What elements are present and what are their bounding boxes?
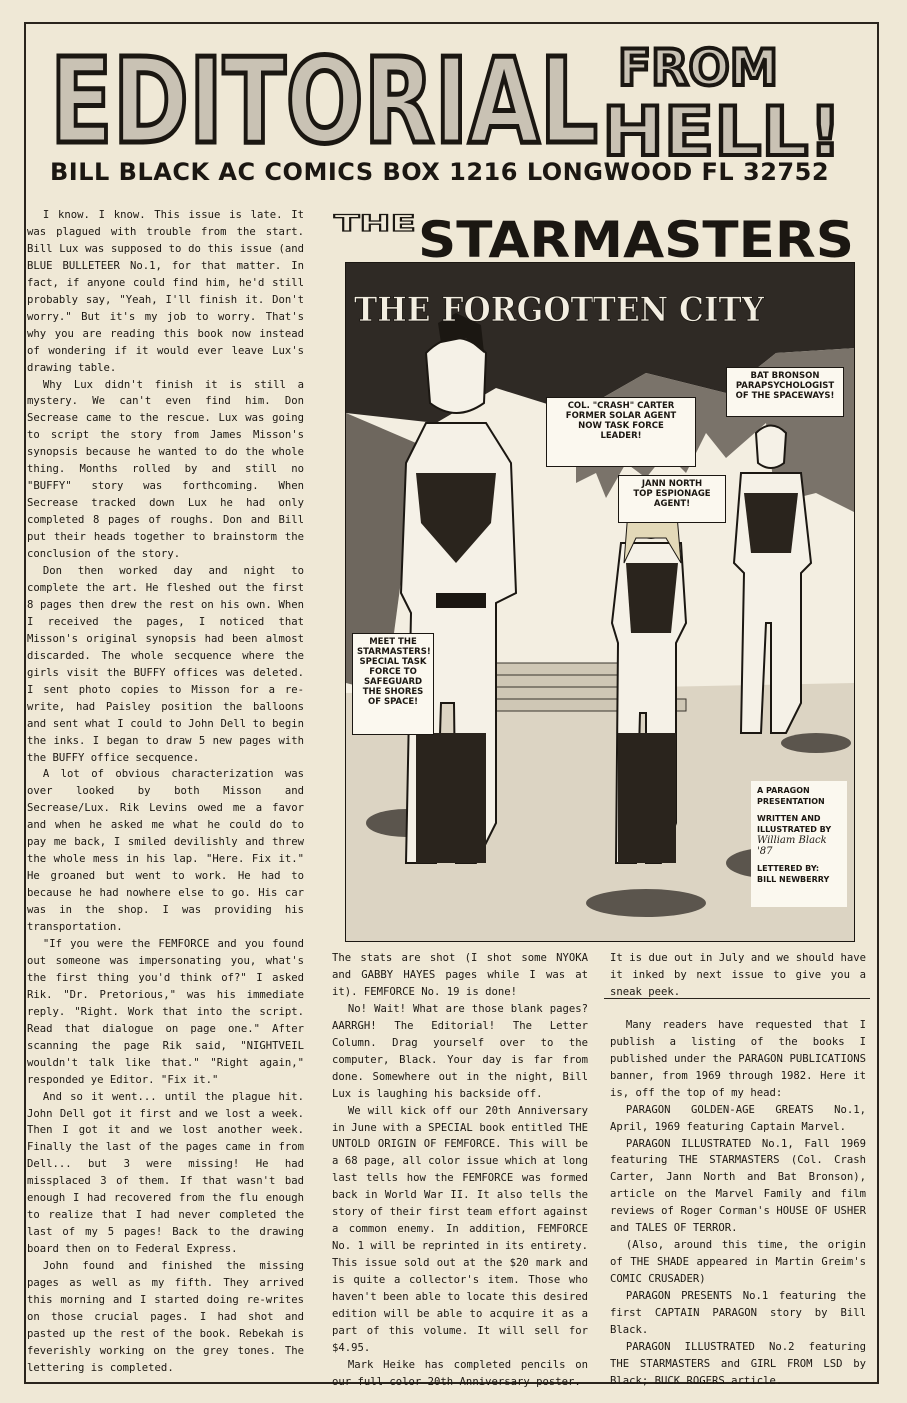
title-hell: HELL! bbox=[602, 93, 842, 160]
paragraph: Why Lux didn't finish it is still a mystery. We can't even find him. Don Secrease came to the rescue. Lux was going to script the story from James Misson's synopsis because he wanted to do the whole thing. Months rolled by and still no "BUFFY" story was forthcoming. When Secrease tracked down Lux he had only completed 8 pages of roughs. Don and Bill put their heads together to brainstorm the conclusion of the story. bbox=[27, 378, 304, 561]
credits-box bbox=[751, 781, 847, 907]
caption-line: BAT BRONSON bbox=[750, 371, 820, 381]
title-from: FROM bbox=[618, 40, 778, 97]
paragraph: And so it went... until the plague hit. John Dell got it first and we lost a week. Then I got it and we lost another week. Finally the last of the pages came in from Dell... but 3 were missing! He had missplaced 3 of them. If that wasn't bad enough I had recovered from the flu enough to realize that I had never completed the last of my 5 pages! Back to the drawing board then on to Federal Express. bbox=[27, 1090, 304, 1256]
caption-line: OF THE SPACEWAYS! bbox=[735, 391, 835, 401]
caption-crash-carter bbox=[546, 397, 696, 467]
paragraph: PARAGON PRESENTS No.1 featuring the first CAPTAIN PARAGON story by Bill Black. bbox=[610, 1290, 866, 1337]
from-hell-title bbox=[598, 40, 848, 160]
paragraph: PARAGON ILLUSTRATED No.1, Fall 1969 featuring THE STARMASTERS (Col. Crash Carter, Jann North and Bat Bronson), article on the Marvel Family and film reviews of Roger Corman's HOUSE OF USHER and TALES OF TERROR. bbox=[610, 1137, 866, 1235]
credits-line: PRESENTATION bbox=[757, 797, 825, 806]
paragraph: Many readers have requested that I publish a listing of the books I published under the PARAGON PUBLICATIONS banner, from 1969 through 1982. Here it is, off the top of my head: bbox=[610, 1018, 866, 1099]
caption-meet-starmasters bbox=[352, 633, 434, 735]
credits-line: WRITTEN AND bbox=[757, 814, 821, 823]
paragraph: PARAGON ILLUSTRATED No.2 featuring THE STARMASTERS and GIRL FROM LSD by Black; BUCK ROGERS article. bbox=[610, 1340, 866, 1387]
editorial-column-2 bbox=[332, 950, 588, 1391]
paragraph: John found and finished the missing pages as well as my fifth. They arrived this morning and I started doing re-writes on those crucial pages. I had shot and pasted up the rest of the book. Rebekah is feverishly working on the grey tones. The lettering is completed. bbox=[27, 1260, 304, 1374]
story-title bbox=[354, 277, 774, 337]
publisher-address: BILL BLACK AC COMICS BOX 1216 LONGWOOD FL 32752 bbox=[50, 158, 830, 186]
paragraph: I know. I know. This issue is late. It was plagued with trouble from the start. Bill Lux was supposed to do this issue (and BLUE BULLETEER No.1, for that matter. In fact, if anyone could find him, he'd still probably say, "Yeah, I'll finish it. Don't worry." But it's my job to worry. That's why you are reading this book now instead of wondering if it would ever leave Lux's drawing table. bbox=[27, 209, 304, 374]
story-title-text: THE FORGOTTEN CITY bbox=[354, 290, 765, 330]
paragraph: It is due out in July and we should have it inked by next issue to give you a sneak peek. bbox=[610, 952, 866, 998]
caption-line: THE SHORES bbox=[362, 687, 424, 697]
comic-illustration bbox=[345, 262, 855, 942]
caption-line: JANN NORTH bbox=[641, 479, 703, 489]
caption-line: TOP ESPIONAGE bbox=[633, 489, 711, 499]
credits-line: ILLUSTRATED BY bbox=[757, 825, 832, 834]
credits-line: LETTERED BY: bbox=[757, 864, 820, 873]
paragraph: (Also, around this time, the origin of THE SHADE appeared in Martin Greim's COMIC CRUSADER) bbox=[610, 1239, 866, 1286]
caption-line: NOW TASK FORCE bbox=[578, 421, 664, 431]
starmasters-logo bbox=[332, 207, 857, 262]
paragraph: PARAGON GOLDEN-AGE GREATS No.1, April, 1969 featuring Captain Marvel. bbox=[610, 1103, 866, 1133]
column-divider bbox=[604, 998, 870, 999]
editorial-title bbox=[44, 30, 604, 160]
caption-line: SPECIAL TASK bbox=[359, 657, 427, 667]
caption-line: PARAPSYCHOLOGIST bbox=[735, 381, 835, 391]
caption-line: OF SPACE! bbox=[367, 697, 419, 707]
credits-line: BILL NEWBERRY bbox=[757, 875, 830, 884]
paragraph: No! Wait! What are those blank pages? AARRGH! The Editorial! The Letter Column. Drag yourself over to the computer, Black. Your day is far from done. Somewhere out in the night, Bill Lux is laughing his backside off. bbox=[332, 1002, 588, 1100]
caption-line: SAFEGUARD bbox=[363, 677, 423, 687]
logo-the: THE bbox=[334, 212, 416, 237]
title-main: EDITORIAL bbox=[50, 32, 598, 160]
paragraph: "If you were the FEMFORCE and you found out someone was impersonating you, what's the first thing you'd think of?" I asked Rik. "Dr. Pretorious," was his immediate reply. "Right. Work that into the script. Read that dialogue on page one." After scanning the page Rik said, "NIGHTVEIL wouldn't talk like that." "Right again," responded ye Editor. "Fix it." bbox=[27, 937, 304, 1086]
caption-line: FORCE TO bbox=[369, 667, 417, 677]
caption-line: AGENT! bbox=[653, 499, 691, 509]
caption-line: LEADER! bbox=[600, 431, 642, 441]
editorial-column-1 bbox=[27, 207, 304, 1377]
paragraph: A lot of obvious characterization was over looked by both Misson and Secrease/Lux. Rik Levins owed me a favor and when he asked me what he could do to pay me back, I smiled devilishly and threw the whole mess in his lap. "Here. Fix it." He groaned but went to work. He had to because he had nowhere else to go. His car was in the shop. I was providing his transportation. bbox=[27, 768, 304, 934]
paragraph: We will kick off our 20th Anniversary in June with a SPECIAL book entitled THE UNTOLD ORIGIN OF FEMFORCE. This will be a 68 page, all color issue which at long last tells how the FEMFORCE was formed back in World War II. It also tells the story of their first team effort against a common enemy. In addition, FEMFORCE No. 1 will be reprinted in its entirety. This issue sold out at the $20 mark and is quite a collector's item. Those who haven't been able to locate this desired edition will be able to acquire it as a part of this volume. It will sell for $4.95. bbox=[332, 1104, 588, 1354]
paragraph: The stats are shot (I shot some NYOKA and GABBY HAYES pages while I was at it). FEMFORCE No. 19 is done! bbox=[332, 952, 588, 998]
editorial-column-3 bbox=[610, 950, 866, 1390]
caption-line: COL. "CRASH" CARTER bbox=[567, 401, 675, 411]
paragraph: Don then worked day and night to complete the art. He fleshed out the first 8 pages then drew the rest on his own. When I received the pages, I noticed that Misson's original synopsis had been almost discarded. The whole secquence where the girls visit the BUFFY offices was deleted. I sent photo copies to Misson for a re-write, had Paisley position the balloons and sent what I could to John Dell to begin the inks. I began to draw 5 new pages with the BUFFY office secquence. bbox=[27, 565, 304, 764]
signature: William Black '87 bbox=[757, 835, 827, 857]
caption-jann-north bbox=[618, 475, 726, 523]
paragraph: Mark Heike has completed pencils on our full color 20th Anniversary poster. bbox=[332, 1358, 588, 1388]
caption-line: FORMER SOLAR AGENT bbox=[565, 411, 677, 421]
caption-bat-bronson bbox=[726, 367, 844, 417]
credits-line: A PARAGON bbox=[757, 786, 810, 795]
logo-starmasters: STARMASTERS bbox=[418, 211, 854, 262]
caption-line: STARMASTERS! bbox=[357, 647, 431, 657]
caption-line: MEET THE bbox=[369, 637, 417, 647]
